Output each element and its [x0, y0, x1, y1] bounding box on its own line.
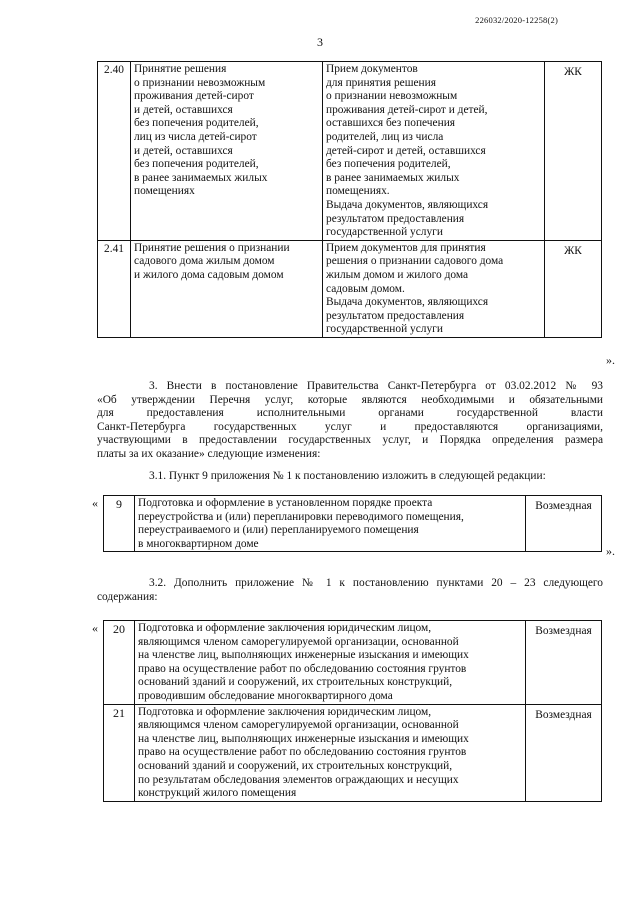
text-line: проживания детей-сирот и детей, — [326, 103, 488, 116]
table-row — [104, 704, 602, 801]
text-line: Принятие решения — [134, 63, 227, 75]
page-number: 3 — [317, 35, 323, 49]
text-line: переустраиваемого и (или) перепланируемого помещения — [138, 524, 419, 537]
text-line: участвующими в предоставлении государственных услуг, и Порядка определения размера — [97, 434, 603, 447]
text-line: без попечения родителей, — [134, 158, 259, 171]
text-line: Подготовка и оформление заключения юридическим лицом, — [138, 705, 432, 718]
text-line: на членстве лиц, выполняющих инженерные изыскания и имеющих — [138, 649, 469, 662]
text-line: результатом предоставления — [326, 212, 465, 225]
service-name — [131, 240, 323, 337]
text-line: оснований зданий и сооружений, их строительных конструкций, — [138, 759, 453, 772]
table-row — [104, 496, 602, 552]
text-line: в ранее занимаемых жилых — [326, 171, 460, 184]
closing-quote: ». — [606, 353, 615, 367]
row-number: 2.41 — [98, 240, 131, 337]
service-description — [135, 704, 526, 801]
closing-quote: ». — [606, 544, 615, 558]
text-line: родителей, лиц из числа — [326, 130, 444, 143]
text-line: лиц из числа детей-сирот — [134, 130, 257, 143]
text-line: в ранее занимаемых жилых — [134, 171, 268, 184]
text-line: переустройства и (или) перепланировки переводимого помещения, — [138, 510, 464, 523]
text-line: государственной услуги — [326, 323, 443, 336]
service-name — [131, 62, 323, 241]
text-line: Выдача документов, являющихся — [326, 198, 489, 211]
service-procedure — [323, 240, 545, 337]
text-line: право на осуществление работ по обследованию состояния грунтов — [138, 662, 467, 675]
text-line: и жилого дома садовым домом — [134, 268, 284, 281]
text-line: оснований зданий и сооружений, их строительных конструкций, — [138, 676, 453, 689]
text-line: для предоставления исполнительными органами государственной власти — [97, 407, 603, 420]
text-line: Прием документов для принятия — [326, 241, 486, 254]
amendment-table-item-9 — [103, 495, 602, 552]
text-line: детей-сирот и детей, оставшихся — [326, 144, 486, 157]
text-line: платы за их оказание» следующие изменения: — [97, 447, 321, 460]
item-3-1: 3.1. Пункт 9 приложения № 1 к постановлению изложить в следующей редакции: — [149, 470, 546, 482]
text-line: 3.2. Дополнить приложение № 1 к постановлению пунктами 20 – 23 следующего — [149, 577, 603, 589]
text-line: и детей, оставшихся — [134, 144, 233, 157]
opening-quote: « — [92, 621, 98, 635]
text-line: садового дома жилым домом — [134, 255, 275, 268]
amendment-table-items-20-23 — [103, 620, 602, 802]
text-line: являющимся членом саморегулируемой организации, основанной — [138, 635, 459, 648]
text-line: являющимся членом саморегулируемой организации, основанной — [138, 719, 459, 732]
agency-code: ЖК — [545, 62, 602, 241]
payment-type: Возмездная — [526, 496, 602, 552]
text-line: Подготовка и оформление в установленном порядке проекта — [138, 497, 433, 509]
text-line: на членстве лиц, выполняющих инженерные изыскания и имеющих — [138, 732, 469, 745]
text-line: в многоквартирном доме — [138, 537, 259, 550]
text-line: жилым домом и жилого дома — [326, 268, 469, 281]
text-line: Санкт-Петербурга государственных услуг и предоставляются организациями, — [97, 420, 603, 433]
table-row — [98, 240, 602, 337]
paragraph-3 — [97, 380, 603, 462]
text-line: о признании невозможным — [134, 76, 266, 89]
text-line: без попечения родителей, — [326, 158, 451, 171]
text-line: «Об утверждении Перечня услуг, которые являются необходимыми и обязательными — [97, 393, 603, 406]
text-line: конструкций жилого помещения — [138, 787, 297, 800]
table-row — [98, 62, 602, 241]
text-line: и детей, оставшихся — [134, 103, 233, 116]
text-line: Принятие решения о признании — [134, 241, 290, 254]
text-line: помещениях — [134, 185, 195, 198]
row-number: 9 — [104, 496, 135, 552]
text-line: результатом предоставления — [326, 309, 465, 322]
item-3-2 — [97, 577, 603, 604]
service-description — [135, 621, 526, 705]
text-line: право на осуществление работ по обследованию состояния грунтов — [138, 746, 467, 759]
text-line: Прием документов — [326, 63, 418, 75]
text-line: 3. Внести в постановление Правительства Санкт-Петербурга от 03.02.2012 № 93 — [149, 380, 603, 392]
document-number: 226032/2020-12258(2) — [475, 15, 558, 25]
text-line: оставшихся без попечения — [326, 117, 456, 130]
service-procedure — [323, 62, 545, 241]
text-line: решения о признании садового дома — [326, 255, 504, 268]
agency-code: ЖК — [545, 240, 602, 337]
text-line: проводившим обследование многоквартирного дома — [138, 689, 393, 702]
text-line: по результатам обследования элементов ограждающих и несущих — [138, 773, 459, 786]
text-line: без попечения родителей, — [134, 117, 259, 130]
text-line: садовым домом. — [326, 282, 405, 295]
text-line: Выдача документов, являющихся — [326, 296, 489, 309]
text-line: о признании невозможным — [326, 90, 458, 103]
payment-type: Возмездная — [526, 704, 602, 801]
row-number: 20 — [104, 621, 135, 705]
service-description — [135, 496, 526, 552]
text-line: помещениях. — [326, 185, 390, 198]
text-line: содержания: — [97, 590, 158, 603]
opening-quote: « — [92, 496, 98, 510]
table-row — [104, 621, 602, 705]
payment-type: Возмездная — [526, 621, 602, 705]
text-line: государственной услуги — [326, 226, 443, 239]
row-number: 2.40 — [98, 62, 131, 241]
text-line: Подготовка и оформление заключения юридическим лицом, — [138, 622, 432, 634]
text-line: проживания детей-сирот — [134, 90, 254, 103]
text-line: для принятия решения — [326, 76, 436, 89]
services-table — [97, 61, 602, 338]
row-number: 21 — [104, 704, 135, 801]
